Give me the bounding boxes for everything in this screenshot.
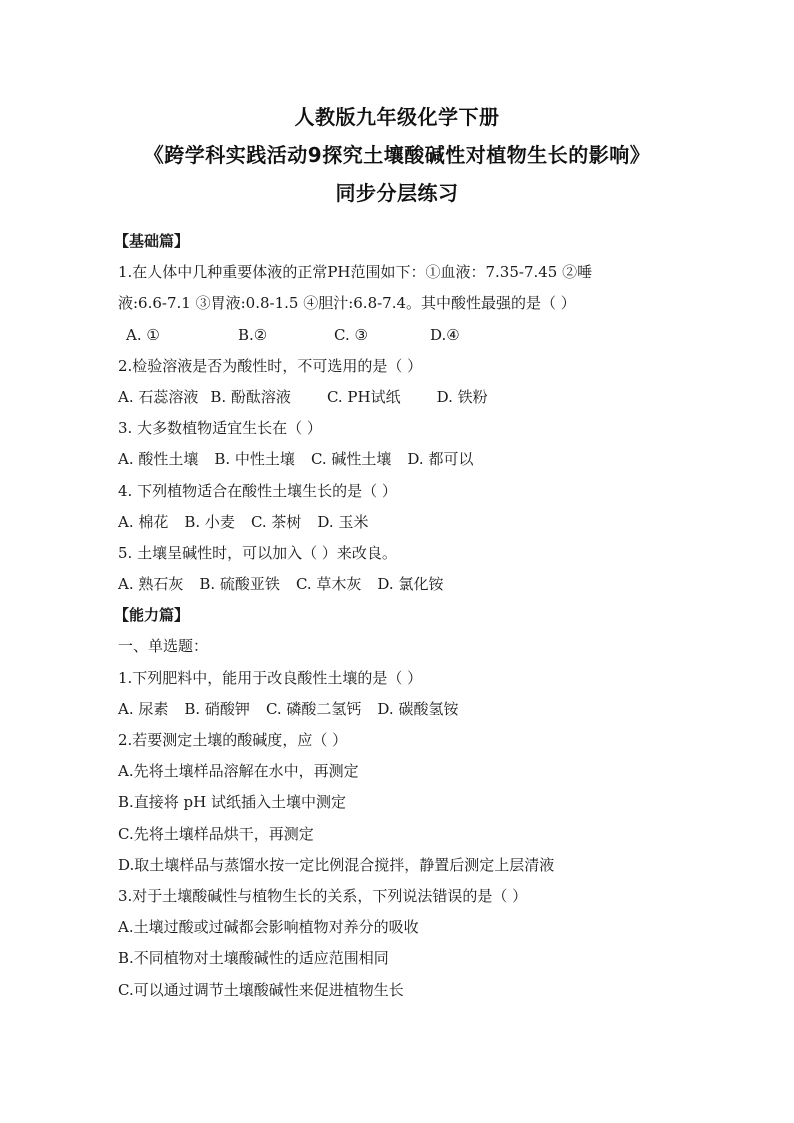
option-a: A. 尿素: [118, 699, 169, 718]
option-b: B. 酚酞溶液: [210, 387, 291, 406]
ability-q1-stem: 1.下列肥料中，能用于改良酸性土壤的是（ ）: [118, 668, 423, 687]
document-body: [114, 226, 698, 1006]
basic-q1-stem-line1: 1.在人体中几种重要体液的正常PH范围如下：①血液：7.35-7.45 ②唾: [118, 263, 593, 282]
option-a: A. 棉花: [118, 512, 169, 531]
section-header-basic: 【基础篇】: [114, 232, 190, 250]
section-header-ability: 【能力篇】: [114, 606, 190, 625]
option-c: C. 磷酸二氢钙: [265, 699, 362, 718]
option-d: D. 都可以: [407, 450, 474, 469]
option-d: D. 铁粉: [436, 387, 488, 406]
ability-q2-option-c: C.先将土壤样品烘干，再测定: [118, 824, 314, 843]
option-c: C. PH试纸: [326, 387, 401, 406]
option-b: B. 中性土壤: [214, 450, 295, 469]
option-c: C. 草木灰: [295, 575, 362, 594]
option-b: B.②: [238, 325, 268, 344]
ability-subheader: 一、单选题：: [118, 637, 209, 656]
basic-q3-options: [118, 444, 698, 475]
ability-q1-options: [118, 694, 698, 725]
ability-q3-option-c: C.可以通过调节土壤酸碱性来促进植物生长: [118, 980, 404, 999]
option-c: C. 茶树: [250, 512, 302, 531]
ability-q2-option-d: D.取土壤样品与蒸馏水按一定比例混合搅拌，静置后测定上层清液: [118, 855, 555, 874]
option-b: B. 小麦: [184, 512, 235, 531]
option-d: D. 氯化铵: [377, 575, 444, 594]
option-c: C. 碱性土壤: [310, 450, 392, 469]
title-line-3: 同步分层练习: [335, 181, 459, 205]
basic-q1-options: [118, 320, 698, 351]
ability-q2-stem: 2.若要测定土壤的酸碱度，应（ ）: [118, 731, 348, 749]
option-a: A. 酸性土壤: [118, 450, 199, 469]
basic-q5-options: [118, 569, 698, 600]
document-title: [0, 98, 794, 212]
option-b: B. 硫酸亚铁: [199, 575, 280, 594]
basic-q2-stem: 2.检验溶液是否为酸性时，不可选用的是（ ）: [118, 356, 423, 375]
basic-q2-options: [118, 382, 698, 413]
ability-q3-option-b: B.不同植物对土壤酸碱性的适应范围相同: [118, 949, 389, 968]
option-d: D. 碳酸氢铵: [377, 699, 459, 718]
ability-q2-option-a: A.先将土壤样品溶解在水中，再测定: [118, 762, 359, 781]
basic-q3-stem: 3. 大多数植物适宜生长在（ ）: [118, 419, 322, 438]
option-a: A. ①: [126, 325, 160, 344]
option-c: C. ③: [334, 325, 368, 344]
basic-q5-stem: 5. 土壤呈碱性时，可以加入（ ）来改良。: [118, 543, 397, 562]
basic-q4-options: [118, 507, 698, 538]
option-b: B. 硝酸钾: [184, 699, 250, 718]
option-d: D. 玉米: [317, 512, 369, 531]
ability-q3-stem: 3.对于土壤酸碱性与植物生长的关系，下列说法错误的是（ ）: [118, 886, 528, 905]
option-a: A. 石蕊溶液: [118, 387, 199, 406]
title-line-2: 《跨学科实践活动9探究土壤酸碱性对植物生长的影响》: [143, 143, 651, 167]
basic-q1-stem-line2: 液:6.6-7.1 ③胃液:0.8-1.5 ④胆汁:6.8-7.4。其中酸性最强的是（ ）: [118, 294, 576, 313]
title-line-1: 人教版九年级化学下册: [294, 105, 500, 129]
ability-q3-option-a: A.土壤过酸或过碱都会影响植物对养分的吸收: [118, 918, 419, 937]
option-d: D.④: [430, 325, 460, 344]
option-a: A. 熟石灰: [118, 575, 184, 594]
basic-q4-stem: 4. 下列植物适合在酸性土壤生长的是（ ）: [118, 481, 397, 500]
ability-q2-option-b: B.直接将 pH 试纸插入土壤中测定: [118, 793, 347, 812]
